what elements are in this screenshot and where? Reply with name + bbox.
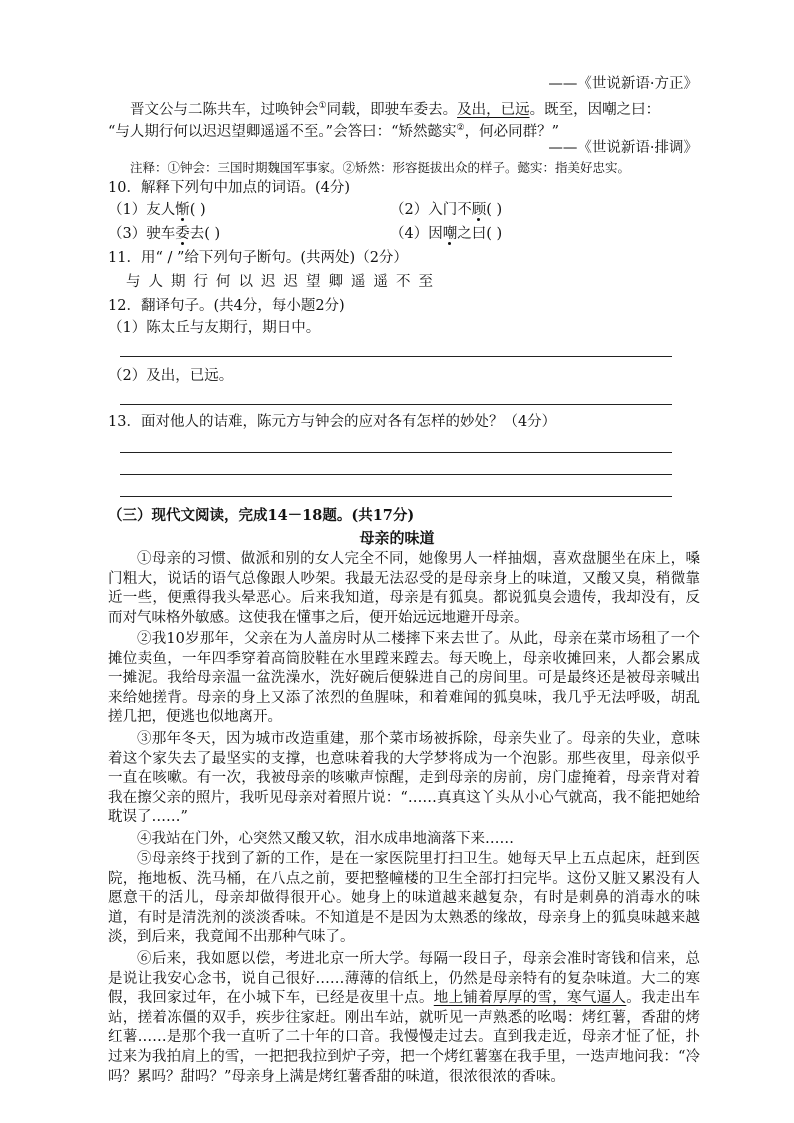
item-number: （1） xyxy=(108,202,147,218)
paragraph-text: ⑥后来，我如愿以偿，考进北京一所大学。每隔一段日子，母亲会准时寄钱和信来，总是说让我安心念书，说自己很好……薄薄的信纸上，仍然是母亲特有的复杂味道。大二的寒假，我回家过年，在小城下车，已经是夜里十点。 xyxy=(108,951,700,1007)
paragraph-text: 。我走出车站，搓着冻僵的双手，疾步往家赶。刚出车站，就听见一声熟悉的吆喝：烤红薯，香甜的烤红薯……是那个我一直听了二十年的口音。我慢慢走过去。直到我走近，母亲才怔了怔，扑过来为我拍肩上的雪，一把把我拉到炉子旁，把一个烤红薯塞在我手里，一迭声地问我：“冷吗？累吗？甜吗？”母亲身上满是烤红薯香甜的味道，很浓很浓的香味。 xyxy=(108,990,701,1085)
article-title: 母亲的味道 xyxy=(359,529,435,547)
passage-text: “与人期行何以迟迟望卿遥遥不至。”会答曰：“矫然懿实 xyxy=(108,123,457,140)
item-text: 入门不 xyxy=(428,202,472,218)
passage-text: 晋文公与二陈共车，过唤钟会 xyxy=(130,101,319,118)
question-10-stem: 10．解释下列句中加点的词语。(4分) xyxy=(108,180,350,196)
question-13-stem: 13．面对他人的诘难，陈元方与钟会的应对各有怎样的妙处？（4分） xyxy=(108,414,557,430)
question-12-stem: 12．翻译句子。(共4分，每小题2分) xyxy=(108,298,345,314)
passage-line-2 xyxy=(108,118,559,142)
q12-sentence-1: （1）陈太丘与友期行，期日中。 xyxy=(108,320,321,336)
section-heading: （三）现代文阅读，完成14－18题。(共17分) xyxy=(108,507,415,524)
paragraph-1: ①母亲的习惯、做派和别的女人完全不同，她像男人一样抽烟，喜欢盘腿坐在床上，嗓门粗大，说话的语气总像跟人吵架。我最无法忍受的是母亲身上的味道，又酸又臭，稍微靠近一些，便熏得我头晕恶心。后来我知道，母亲是有狐臭。都说狐臭会遗传，我却没有，反而对气味格外敏感。这使我在懂事之后，便开始远远地避开母亲。 xyxy=(108,551,700,626)
footnote-marker: ① xyxy=(318,101,327,111)
passage-text: ，何必同群？” xyxy=(464,123,559,140)
answer-line xyxy=(120,496,672,497)
item-text: 友人 xyxy=(146,202,176,218)
item-number: （3） xyxy=(108,226,147,242)
dotted-char: 委 xyxy=(175,226,190,242)
source-citation-1: ——《世说新语·方正》 xyxy=(548,76,698,92)
answer-blank: 之曰( ) xyxy=(457,226,503,242)
q10-item-1 xyxy=(108,200,206,220)
paragraph-3: ③那年冬天，因为城市改造重建，那个菜市场被拆除，母亲失业了。母亲的失业，意味着这个家失去了最坚实的支撑，也意味着我的大学梦将成为一个泡影。那些夜里，母亲似乎一直在咳嗽。有一次，我被母亲的咳嗽声惊醒，走到母亲的房前，房门虚掩着，母亲背对着我在擦父亲的照片，我听见母亲对着照片说：“……真真这丫头从小心气就高，我不能把她给耽误了……” xyxy=(108,731,700,826)
paragraph-4: ④我站在门外，心突然又酸又软，泪水成串地滴落下来…… xyxy=(137,831,514,847)
answer-blank: 去( ) xyxy=(189,226,221,242)
annotation-note: 注释：①钟会：三国时期魏国军事家。②矫然：形容挺拔出众的样子。懿实：指美好忠实。 xyxy=(130,160,631,175)
passage-text: 同载，即驶车委去。 xyxy=(326,101,458,118)
q11-sentence: 与人期行何以迟迟望卿遥遥不至 xyxy=(126,274,441,290)
item-text: 驶车 xyxy=(146,226,176,242)
source-citation-2: ——《世说新语·排调》 xyxy=(548,140,698,156)
item-number: （4） xyxy=(390,226,429,242)
question-11-stem: 11．用“ / ”给下列句子断句。(共两处)（2分） xyxy=(108,250,408,266)
answer-line xyxy=(120,452,672,453)
paragraph-6 xyxy=(108,950,700,1087)
passage-text: 。既至，因嘲之曰： xyxy=(529,101,661,118)
item-number: （2） xyxy=(390,202,429,218)
underlined-phrase: 及出，已远 xyxy=(457,101,530,118)
dotted-char: 惭 xyxy=(175,202,190,218)
answer-line xyxy=(120,474,672,475)
q10-item-4 xyxy=(390,224,502,244)
answer-blank: ( ) xyxy=(189,202,206,218)
answer-blank: ( ) xyxy=(486,202,503,218)
paragraph-2: ②我10岁那年，父亲在为人盖房时从二楼摔下来去世了。从此，母亲在菜市场租了一个摊位卖鱼，一年四季穿着高筒胶鞋在水里蹚来蹚去。每天晚上，母亲收摊回来，人都会累成一摊泥。我给母亲温一盆洗澡水，洗好碗后便躲进自己的房间里。可是最终还是被母亲喊出来给她搓背。母亲的身上又添了浓烈的鱼腥味，和着难闻的狐臭味，我几乎无法呼吸，胡乱搓几把，便逃也似地离开。 xyxy=(108,631,700,726)
q10-item-3 xyxy=(108,224,220,244)
dotted-char: 嘲 xyxy=(442,226,458,242)
footnote-marker: ② xyxy=(456,123,465,133)
item-text: 因 xyxy=(428,226,443,242)
dotted-char: 顾 xyxy=(471,202,487,218)
passage-line-1 xyxy=(130,96,660,120)
q10-item-2 xyxy=(390,200,502,220)
answer-line xyxy=(120,404,672,405)
underlined-sentence: 地上铺着厚厚的雪，寒气逼人 xyxy=(433,990,627,1007)
answer-line xyxy=(120,356,672,357)
paragraph-5: ⑤母亲终于找到了新的工作，是在一家医院里打扫卫生。她每天早上五点起床，赶到医院，拖地板、洗马桶，在八点之前，要把整幢楼的卫生全部打扫完毕。这份又脏又累没有人愿意干的活儿，母亲却做得很开心。她身上的味道越来越复杂，有时是刺鼻的消毒水的味道，有时是清洗剂的淡淡香味。不知道是不是因为太熟悉的缘故，母亲身上的狐臭味越来越淡，到后来，我竟闻不出那种气味了。 xyxy=(108,851,700,946)
q12-sentence-2: （2）及出，已远。 xyxy=(108,368,234,384)
